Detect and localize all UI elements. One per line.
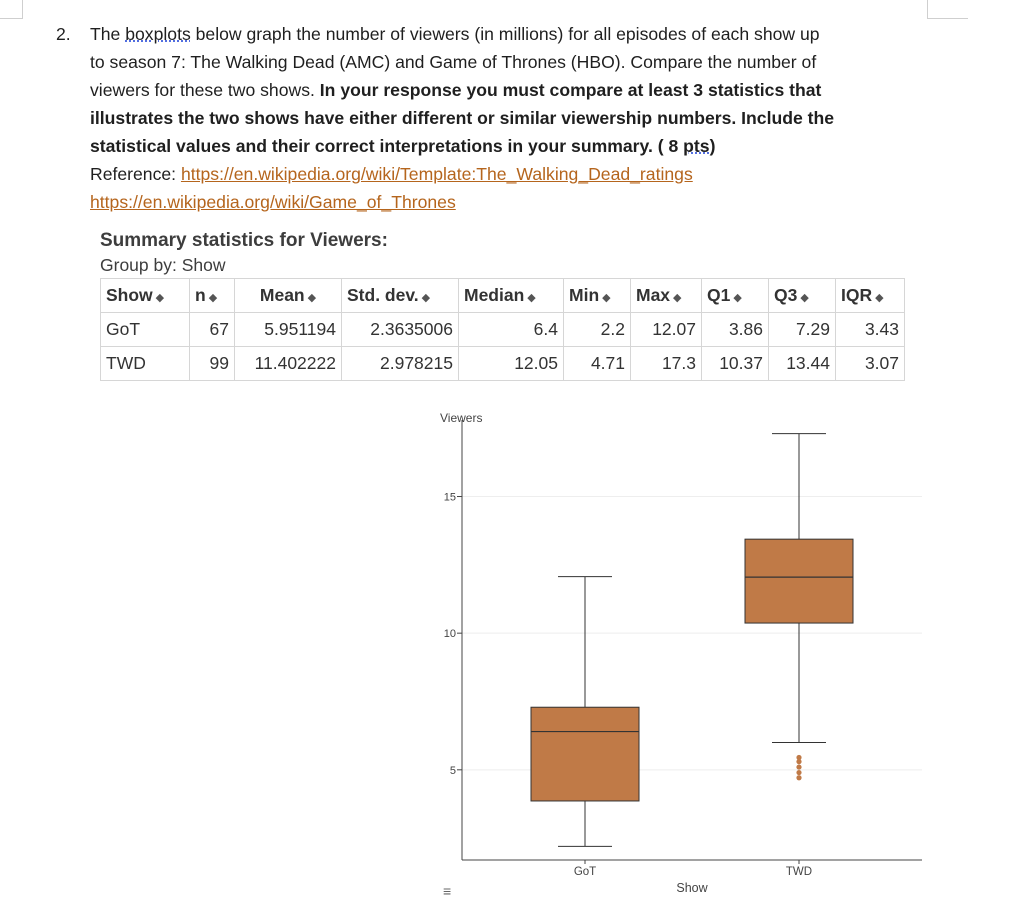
sort-icon: ◆ — [800, 292, 809, 304]
cell-n: 67 — [190, 313, 235, 347]
col-header-show[interactable]: Show ◆ — [101, 279, 190, 313]
y-tick-label: 10 — [443, 628, 456, 641]
outlier-point — [796, 755, 801, 760]
sort-icon: ◆ — [208, 292, 218, 304]
cell-stddev: 2.3635006 — [342, 313, 459, 347]
col-header-iqr[interactable]: IQR ◆ — [836, 279, 905, 313]
reference-line: Reference: https://en.wikipedia.org/wiki/Template:The_Walking_Dead_ratings — [90, 164, 693, 184]
cell-q1: 10.37 — [702, 347, 769, 381]
spellcheck-word: pts — [683, 136, 710, 156]
question-line-5: statistical values and their correct interpretations in your summary. ( 8 pts) — [90, 136, 716, 156]
x-axis-label: Show — [676, 881, 708, 895]
col-header-mean[interactable]: Mean ◆ — [235, 279, 342, 313]
cell-mean: 5.951194 — [235, 313, 342, 347]
y-tick-label: 15 — [443, 491, 456, 504]
menu-icon[interactable]: ≡ — [443, 883, 452, 899]
cell-q3: 7.29 — [769, 313, 836, 347]
sort-icon: ◆ — [307, 292, 317, 304]
col-header-median[interactable]: Median ◆ — [459, 279, 564, 313]
box-twd — [745, 539, 853, 623]
outlier-point — [796, 775, 801, 780]
table-row — [101, 313, 905, 347]
cell-median: 6.4 — [459, 313, 564, 347]
sort-icon: ◆ — [527, 292, 536, 304]
question-body — [90, 20, 920, 216]
col-header-q3[interactable]: Q3 ◆ — [769, 279, 836, 313]
summary-table — [100, 278, 905, 381]
outlier-point — [796, 770, 801, 775]
sort-icon: ◆ — [155, 292, 165, 304]
reference-line-2 — [90, 188, 920, 216]
y-axis-label: Viewers — [440, 411, 483, 425]
summary-header-row — [101, 279, 905, 313]
question-number: 2. — [56, 24, 71, 44]
summary-title: Summary statistics for Viewers: — [100, 230, 388, 251]
y-tick-label: 5 — [449, 764, 456, 777]
reference-link-twd[interactable]: https://en.wikipedia.org/wiki/Template:The_Walking_Dead_ratings — [180, 164, 693, 184]
outlier-point — [796, 759, 801, 764]
col-header-n[interactable]: n ◆ — [190, 279, 235, 313]
cell-max: 17.3 — [631, 347, 702, 381]
question-line-3: viewers for these two shows. In your response you must compare at least 3 statistics that — [90, 80, 822, 100]
cell-stddev: 2.978215 — [342, 347, 459, 381]
spellcheck-word: boxplots — [125, 24, 191, 44]
page-corner-mark-left — [0, 0, 23, 19]
cell-mean: 11.402222 — [235, 347, 342, 381]
cell-show: GoT — [101, 313, 190, 347]
question-line-4: illustrates the two shows have either different or similar viewership numbers. Include the — [90, 108, 835, 128]
cell-median: 12.05 — [459, 347, 564, 381]
page-corner-mark-right — [927, 0, 968, 19]
cell-show: TWD — [101, 347, 190, 381]
sort-icon: ◆ — [875, 292, 884, 304]
x-tick-label: TWD — [785, 866, 813, 878]
question-line-2: to season 7: The Walking Dead (AMC) and Game of Thrones (HBO). Compare the number of — [90, 52, 817, 72]
box-got — [531, 707, 639, 801]
col-header-max[interactable]: Max ◆ — [631, 279, 702, 313]
outlier-point — [796, 764, 801, 769]
table-row — [101, 347, 905, 381]
cell-iqr: 3.43 — [836, 313, 905, 347]
sort-icon: ◆ — [733, 292, 742, 304]
cell-iqr: 3.07 — [836, 347, 905, 381]
sort-icon: ◆ — [421, 292, 431, 304]
cell-q3: 13.44 — [769, 347, 836, 381]
cell-n: 99 — [190, 347, 235, 381]
col-header-q1[interactable]: Q1 ◆ — [702, 279, 769, 313]
summary-group-by: Group by: Show — [100, 255, 226, 275]
cell-min: 2.2 — [564, 313, 631, 347]
x-tick-label: GoT — [573, 866, 597, 878]
sort-icon: ◆ — [602, 292, 611, 304]
col-header-stddev[interactable]: Std. dev. ◆ — [342, 279, 459, 313]
reference-link-got[interactable]: https://en.wikipedia.org/wiki/Game_of_Thrones — [90, 192, 456, 212]
cell-q1: 3.86 — [702, 313, 769, 347]
cell-min: 4.71 — [564, 347, 631, 381]
col-header-min[interactable]: Min ◆ — [564, 279, 631, 313]
question-line-1: The boxplots below graph the number of viewers (in millions) for all episodes of each show up — [90, 24, 820, 44]
sort-icon: ◆ — [673, 292, 682, 304]
cell-max: 12.07 — [631, 313, 702, 347]
